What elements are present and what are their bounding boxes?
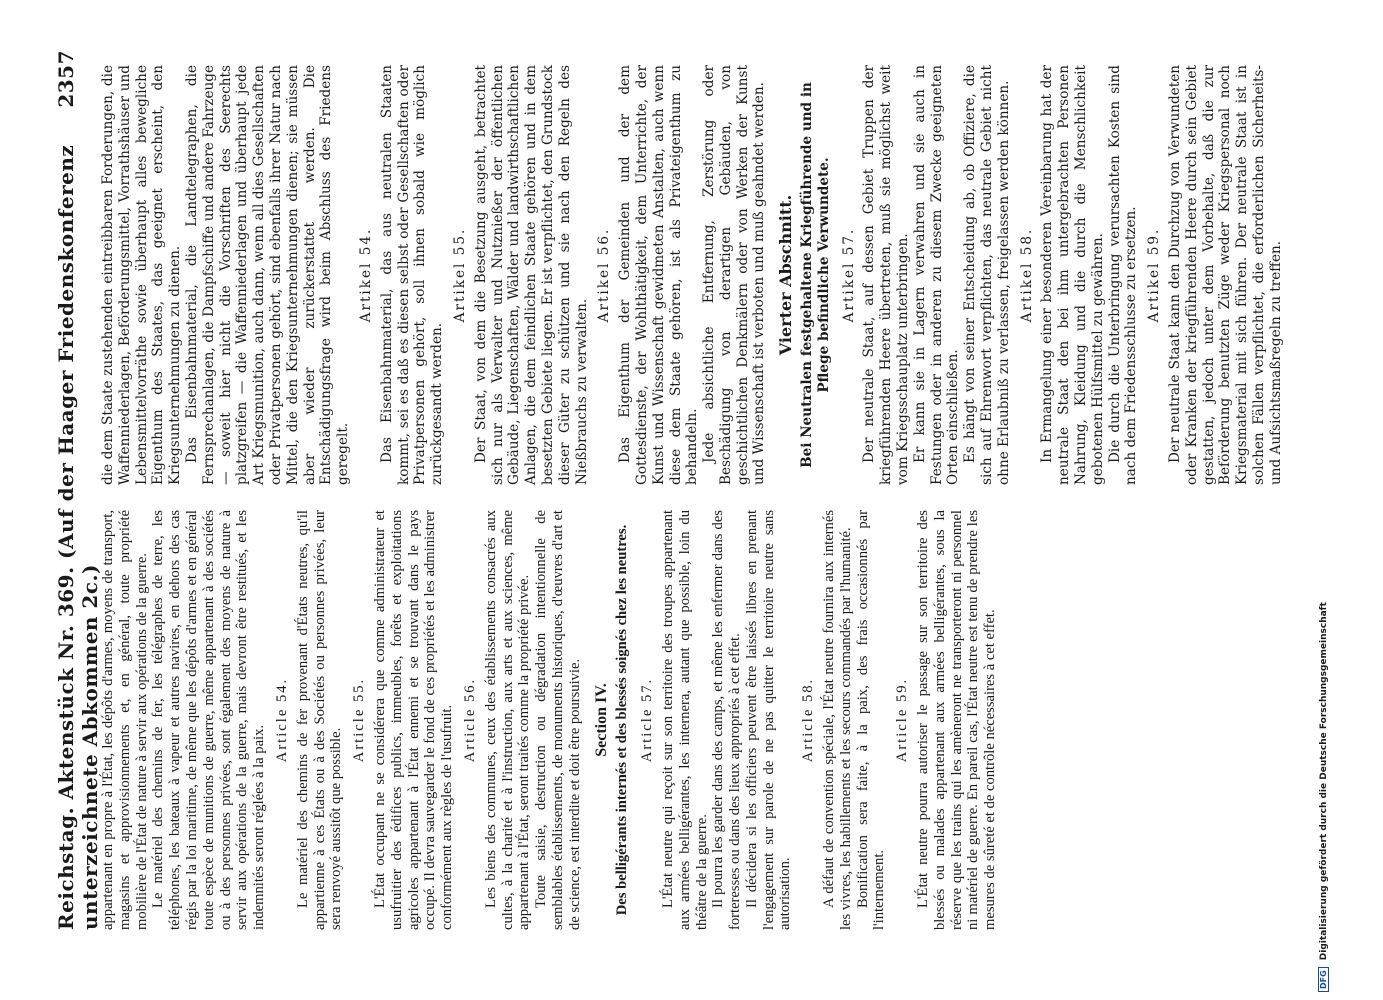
section-heading: Vierter Abschnitt. <box>776 194 796 356</box>
section-title: Bei Neutralen festgehaltene Kriegführende und in Pflege befindliche Verwundete. <box>799 82 832 468</box>
digitization-footer <box>1318 0 1329 1000</box>
article-heading: Artikel 59. <box>1146 227 1163 323</box>
paragraph: die dem Staate zustehenden eintreibbaren Forderungen, die Waffenniederlagen, Beförderungsmittel, Vorrathshäuser und Lebensmittelvorräthe sowie überhaupt alles bewegliche Eigenthum des Staates, das geeignet erscheint, den Kriegsunternehmungen zu dienen. <box>100 65 184 485</box>
article-heading: Artikel 56. <box>596 227 613 323</box>
article-heading: Article 54. <box>273 677 290 763</box>
paragraph: Der Staat, von dem die Besetzung ausgeht, betrachtet sich nur als Verwalter und Nutznießer der öffentlichen Gebäude, Liegenschaften, Wälder und landwirthschaftlichen Anlagen, die dem feindlichen Staate gehören und in dem besetzten Gebiete liegen. Er ist verpflichtet, den Grundstock dieser Güter zu schützen und sie nach den Regeln des Nießbrauchs zu verwalten. <box>472 65 590 485</box>
article-heading: Artikel 54. <box>357 227 374 323</box>
article-heading: Article 58. <box>800 677 817 763</box>
dfg-logo-icon: DFG <box>1318 967 1329 992</box>
article-heading: Article 55. <box>351 677 368 763</box>
footer-text: Digitalisierung gefördert durch die Deutsche Forschungsgemeinschaft <box>1319 602 1329 961</box>
paragraph: Es hängt von seiner Entscheidung ab, ob Offiziere, die sich auf Ehrenwort verpflichten, das neutrale Gebiet nicht ohne Erlaubniß zu verlassen, freigelassen werden können. <box>962 65 1012 485</box>
paragraph: Der neutrale Staat kann den Durchzug von Verwundeten oder Kranken der kriegführenden Heere durch sein Gebiet gestatten, jedoch unter dem Vorbehalte, daß die zur Beförderung benutzten Züge weder Kriegspersonal noch Kriegsmaterial mit sich führen. Der neutrale Staat ist in solchen Fällen verpflichtet, die erforderlichen Sicherheits- und Aufsichtsmaßregeln zu treffen. <box>1167 65 1284 485</box>
paragraph: Il décidera si les officiers peuvent être laissés libres en prenant l'engagement sur parole de ne pas quitter le territoire neutre sans autorisation. <box>743 510 794 930</box>
page-number: 2357 <box>54 50 78 108</box>
paragraph: In Ermangelung einer besonderen Vereinbarung hat der neutrale Staat den bei ihm untergebrachten Personen Nahrung, Kleidung und die durch die Menschlichkeit gebotenen Hülfsmittel zu gewähren. <box>1039 65 1106 485</box>
paragraph: Die durch die Unterbringung verursachten Kosten sind nach dem Friedensschlusse zu ersetzen. <box>1106 65 1140 485</box>
article-heading: Artikel 57. <box>840 227 857 323</box>
paragraph: Bonification sera faite, à la paix, des frais occasionnés par l'internement. <box>854 510 888 930</box>
paragraph: Jede absichtliche Entfernung, Zerstörung oder Beschädigung von derartigen Gebäuden, von geschichtlichen Denkmälern oder von Werken der Kunst und Wissenschaft ist verboten und muß geahndet werden. <box>701 65 768 485</box>
section-title: Des belligérants internés et des blessés soignés chez les neutres. <box>614 524 631 916</box>
article-heading: Artikel 58. <box>1018 227 1035 323</box>
paragraph: Das Eigenthum der Gemeinden und der dem Gottesdienste, der Wohlthätigkeit, dem Unterrichte, der Kunst und Wissenschaft gewidmeten Anstalten, auch wenn diese dem Staate gehören, ist als Privateigenthum zu behandeln. <box>617 65 701 485</box>
paragraph: L'État neutre qui reçoit sur son territoire des troupes appartenant aux armées belligérantes, les internera, autant que possible, loin du théâtre de la guerre. <box>659 510 710 930</box>
article-heading: Artikel 55. <box>451 227 468 323</box>
article-heading: Article 56. <box>461 677 478 763</box>
german-column <box>100 65 1284 485</box>
paragraph: Er kann sie in Lagern verwahren und sie auch in Festungen oder in anderen zu diesem Zwecke geeigneten Orten einschließen. <box>911 65 962 485</box>
page-header <box>48 50 102 930</box>
paragraph: A défaut de convention spéciale, l'État neutre fournira aux internés les vivres, les habillements et les secours commandés par l'humanité. <box>821 510 854 930</box>
french-column <box>100 510 1250 930</box>
paragraph: Das Eisenbahnmaterial, die Landtelegraphen, die Fernsprechanlagen, die Dampfschiffe und andere Fahrzeuge — soweit hier nicht die Vorschriften des Seerechts platzgreifen — die Waffenniederlagen und überhaupt jede Art Kriegsmunition, auch dann, wenn all dies Gesellschaften oder Privatpersonen gehört, sind ebenfalls ihrer Natur nach Mittel, die den Kriegsunternehmungen dienen; sie müssen aber wieder zurückerstattet werden. Die Entschädigungsfrage wird beim Abschluss des Friedens geregelt. <box>183 65 352 485</box>
paragraph: Les biens des communes, ceux des établissements consacrés aux cultes, à la charité et à l'instruction, aux arts et aux sciences, même appartenant à l'État, seront traités comme la propriété privée. <box>482 510 533 930</box>
paragraph: L'État occupant ne se considérera que comme administrateur et usufruitier des édifices publics, immeubles, forêts et exploitations agricoles appartenant à l'État ennemi et se trouvant dans le pays occupé. Il devra sauvegarder le fond de ces propriétés et les administrer conformément aux règles de l'usufruit. <box>371 510 456 930</box>
running-title: Reichstag. Aktenstück Nr. 369. (Auf der Haager Friedenskonferenz unterzeichnete Abkommen 2c.) <box>54 144 102 930</box>
article-heading: Article 59. <box>894 677 911 763</box>
paragraph: Das Eisenbahnmaterial, das aus neutralen Staaten kommt, sei es daß es diesen selbst oder Gesellschaften oder Privatpersonen gehört, soll ihnen sobald wie möglich zurückgesandt werden. <box>378 65 446 485</box>
paragraph: appartenant en propre à l'État, les dépôts d'armes, moyens de transport, magasins et approvisionnements et, en général, toute propriété mobilière de l'État de nature à servir aux opérations de la guerre. <box>100 510 150 930</box>
paragraph: Le matériel des chemins de fer, les télégraphes de terre, les téléphones, les bateaux à vapeur et autres navires, en dehors des cas régis par la loi maritime, de même que les dépôts d'armes et en général toute espèce de munitions de guerre, même appartenant à des sociétés ou à des personnes privées, sont également des moyens de nature à servir aux opérations de la guerre, mais devront être restitués, et les indemnités seront réglées à la paix. <box>150 510 268 930</box>
paragraph: Le matériel des chemins de fer provenant d'États neutres, qu'il appartienne à ces États ou à des Sociétés ou personnes privées, leur sera renvoyé aussitôt que possible. <box>294 510 345 930</box>
paragraph: Der neutrale Staat, auf dessen Gebiet Truppen der kriegführenden Heere übertreten, muß sie möglichst weit vom Kriegsschauplatz unterbringen. <box>861 65 912 485</box>
paragraph: Toute saisie, destruction ou dégradation intentionnelle de semblables établissements, de monuments historiques, d'œuvres d'art et de science, est interdite et doit être poursuivie. <box>533 510 583 930</box>
paragraph: Il pourra les garder dans des camps, et même les enfermer dans des forteresses ou dans des lieux appropriés à cet effet. <box>710 510 744 930</box>
section-heading: Section IV. <box>592 683 610 757</box>
article-heading: Article 57. <box>639 677 656 763</box>
paragraph: L'État neutre pourra autoriser le passage sur son territoire des blessés ou malades appartenant aux armées belligérantes, sous la réserve que les trains qui les amèneront ne transporteront ni personnel ni matériel de guerre. En pareil cas, l'État neutre est tenu de prendre les mesures de sûreté et de contrôle nécessaires à cet effet. <box>915 510 999 930</box>
